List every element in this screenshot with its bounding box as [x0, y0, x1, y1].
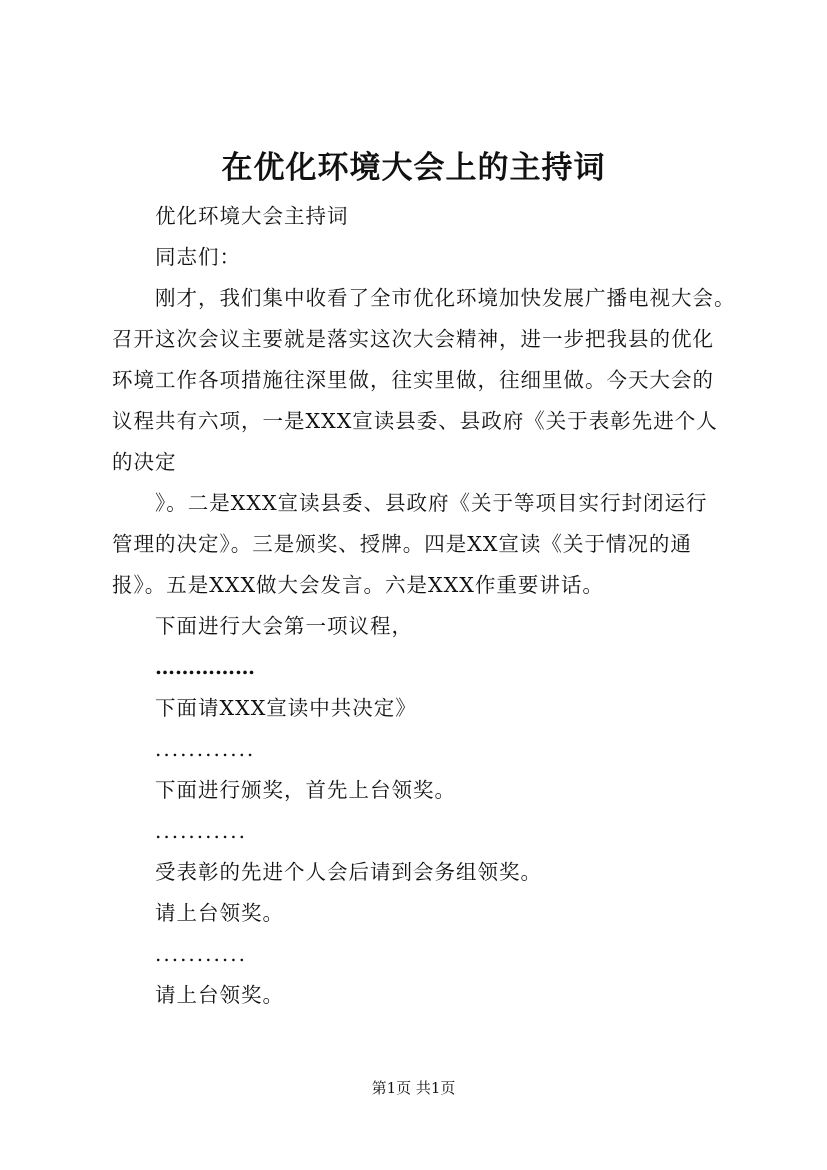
ellipsis-line: ……………: [155, 655, 255, 679]
paragraph-line: 》。二是XXX宣读县委、县政府《关于等项目实行封闭运行: [155, 491, 708, 515]
agenda-line: 下面进行颁奖，首先上台领奖。: [155, 778, 456, 802]
ellipsis-line: ...........: [155, 942, 247, 966]
agenda-line: 下面进行大会第一项议程，: [155, 614, 413, 638]
paragraph-line: 报》。五是XXX做大会发言。六是XXX作重要讲话。: [112, 573, 604, 597]
agenda-line: 请上台领奖。: [155, 983, 284, 1007]
paragraph-line: 环境工作各项措施往深里做，往实里做，往细里做。今天大会的: [112, 368, 714, 392]
agenda-line: 受表彰的先进个人会后请到会务组领奖。: [155, 860, 542, 884]
paragraph-line: 议程共有六项，一是XXX宣读县委、县政府《关于表彰先进个人: [112, 409, 718, 433]
paragraph-line: 刚才，我们集中收看了全市优化环境加快发展广播电视大会。: [155, 286, 736, 310]
ellipsis-line: ............: [155, 737, 256, 761]
paragraph-line: 管理的决定》。三是颁奖、授牌。四是XX宣读《关于情况的通: [112, 532, 692, 556]
document-body: [112, 196, 742, 1016]
paragraph-line: 的决定: [112, 450, 177, 474]
page-footer: 第1页 共1页: [371, 1079, 456, 1097]
agenda-line: 请上台领奖。: [155, 901, 284, 925]
subtitle-line: 优化环境大会主持词: [155, 204, 349, 228]
ellipsis-line: ...........: [155, 819, 247, 843]
agenda-line: 下面请XXX宣读中共决定》: [155, 696, 417, 720]
salutation-line: 同志们：: [155, 245, 241, 269]
paragraph-line: 召开这次会议主要就是落实这次大会精神，进一步把我县的优化: [112, 327, 714, 351]
document-title: 在优化环境大会上的主持词: [221, 150, 606, 186]
